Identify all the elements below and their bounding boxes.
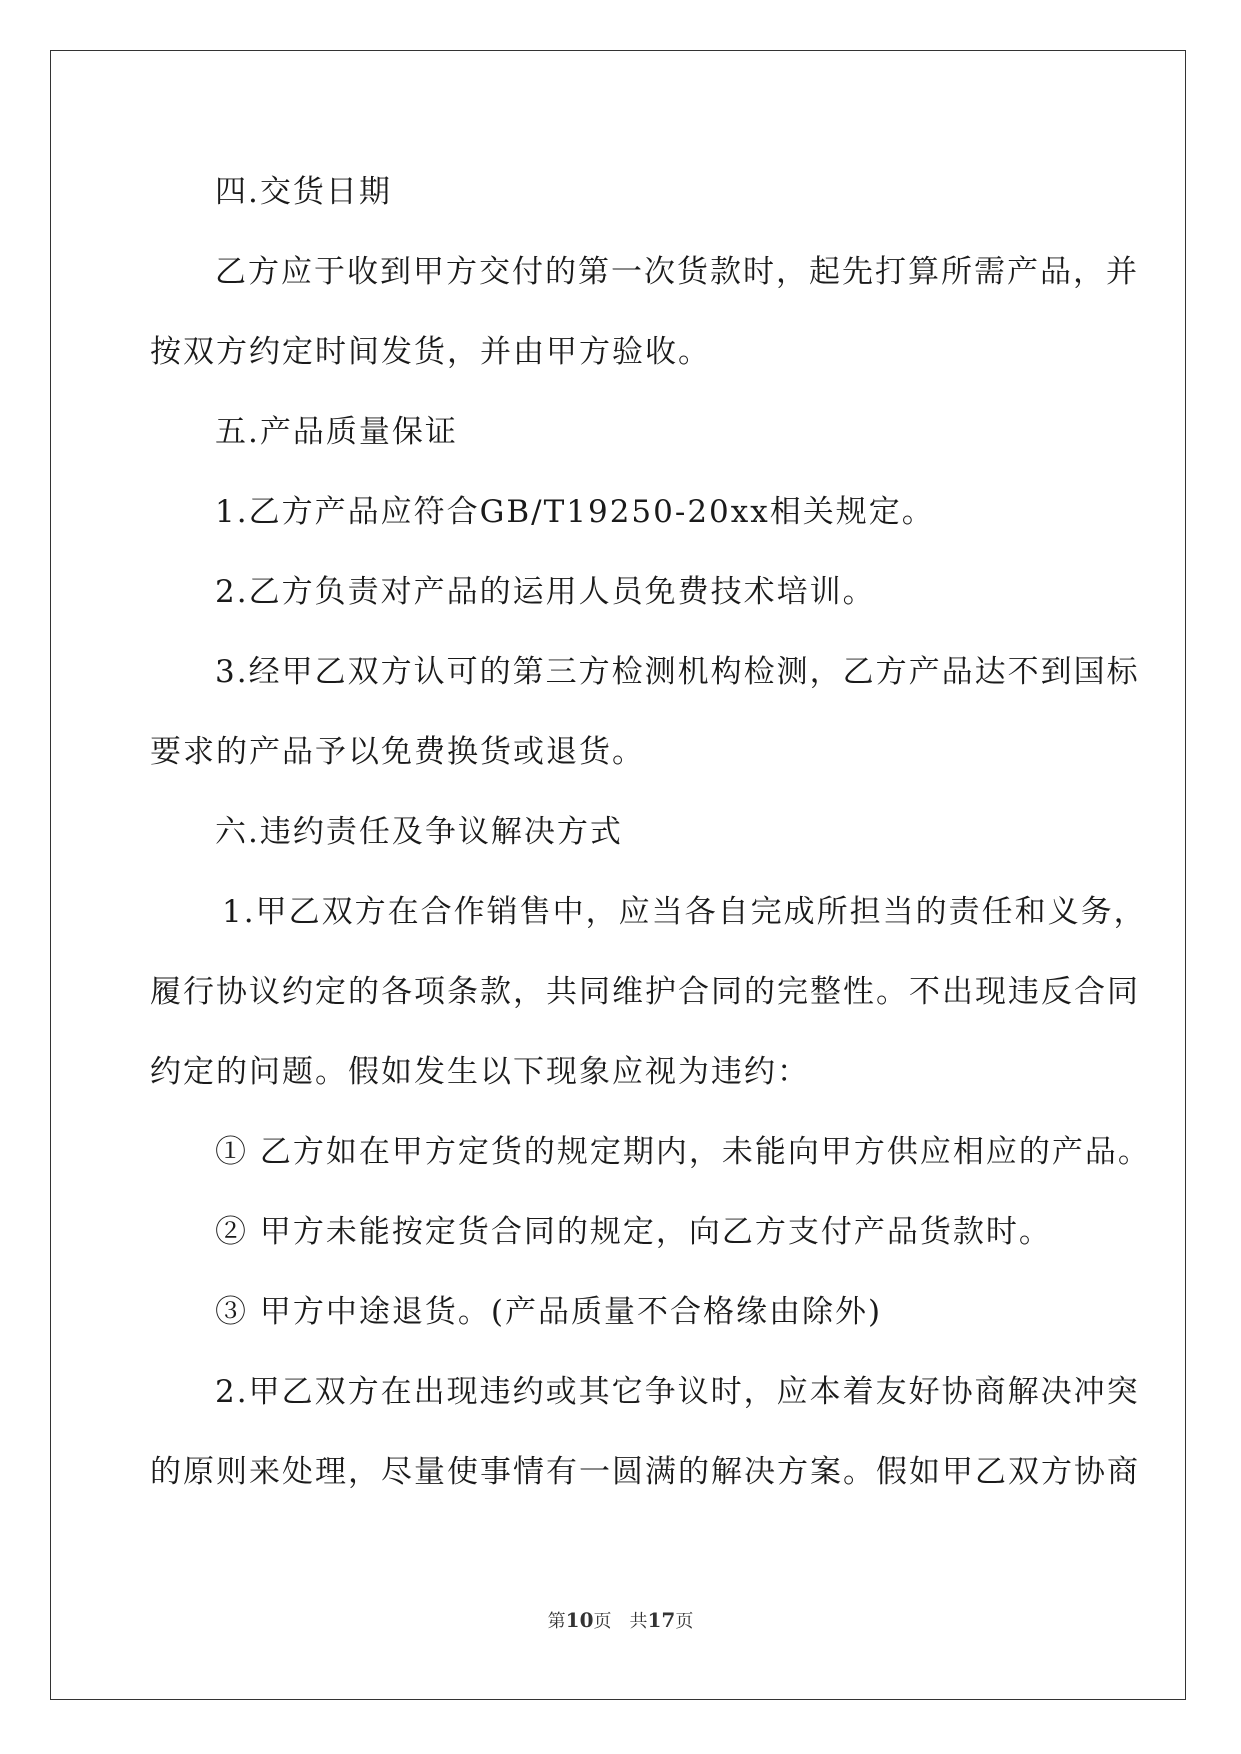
- footer-middle: 页 共: [593, 1611, 648, 1632]
- list-item: ① 乙方如在甲方定货的规定期内，未能向甲方供应相应的产品。: [215, 1134, 1151, 1170]
- section-heading-delivery-date: 四.交货日期: [215, 174, 392, 210]
- total-page-number: 17: [647, 1608, 676, 1632]
- footer-suffix: 页: [675, 1611, 694, 1632]
- current-page-number: 10: [565, 1608, 594, 1632]
- paragraph-line: 3.经甲乙双方认可的第三方检测机构检测，乙方产品达不到国标: [215, 654, 1140, 690]
- paragraph-line: 约定的问题。假如发生以下现象应视为违约：: [150, 1054, 810, 1090]
- footer-prefix: 第: [547, 1611, 566, 1632]
- list-item: ③ 甲方中途退货。(产品质量不合格缘由除外): [215, 1294, 883, 1330]
- list-item: ② 甲方未能按定货合同的规定，向乙方支付产品货款时。: [215, 1214, 1052, 1250]
- paragraph-line: 2.甲乙双方在出现违约或其它争议时，应本着友好协商解决冲突: [215, 1374, 1140, 1410]
- paragraph-line: 1.甲乙双方在合作销售中，应当各自完成所担当的责任和义务，: [222, 894, 1147, 930]
- paragraph-line: 履行协议约定的各项条款，共同维护合同的完整性。不出现违反合同: [150, 974, 1140, 1010]
- section-heading-quality-guarantee: 五.产品质量保证: [215, 414, 458, 450]
- paragraph-line: 乙方应于收到甲方交付的第一次货款时，起先打算所需产品，并: [215, 254, 1139, 290]
- paragraph-line: 要求的产品予以免费换货或退货。: [150, 734, 645, 770]
- section-heading-breach-liability: 六.违约责任及争议解决方式: [215, 814, 623, 850]
- page-footer: [0, 1608, 1241, 1634]
- paragraph-line: 1.乙方产品应符合GB/T19250-20xx相关规定。: [215, 494, 935, 530]
- paragraph-line: 按双方约定时间发货，并由甲方验收。: [150, 334, 711, 370]
- paragraph-line: 2.乙方负责对产品的运用人员免费技术培训。: [215, 574, 876, 610]
- paragraph-line: 的原则来处理，尽量使事情有一圆满的解决方案。假如甲乙双方协商: [150, 1454, 1140, 1490]
